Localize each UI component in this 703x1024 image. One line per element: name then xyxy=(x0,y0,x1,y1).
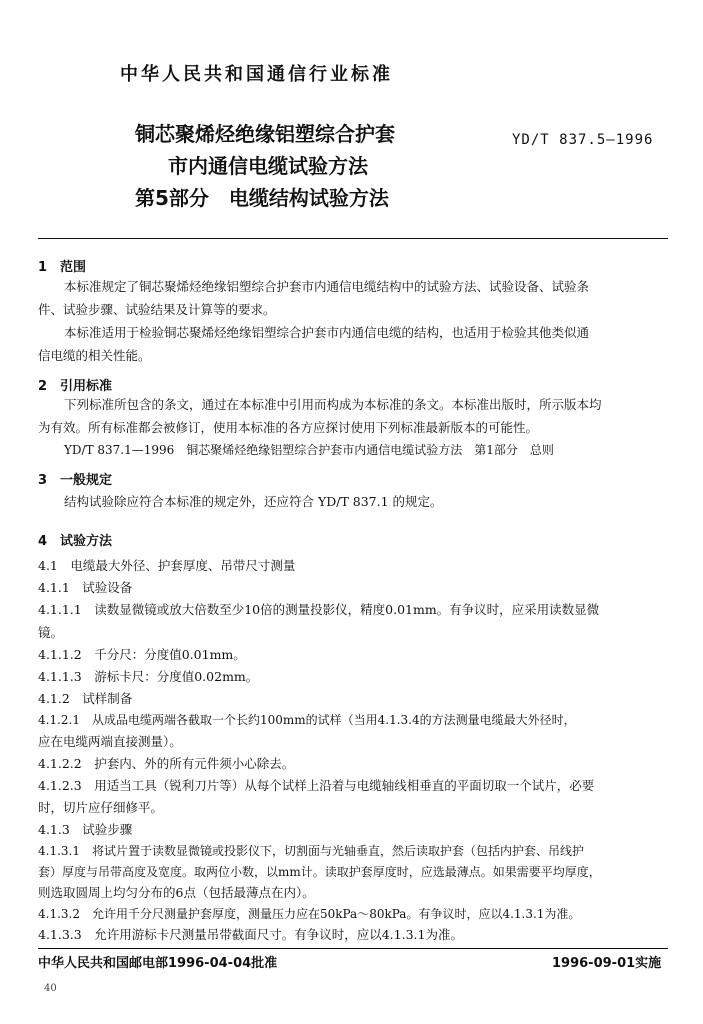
footer-rule xyxy=(38,948,668,949)
clause-4-1-1-2: 4.1.1.2 千分尺：分度值0.01mm。 xyxy=(38,647,246,662)
footer-implementation-date: 1996-09-01实施 xyxy=(552,956,662,971)
s2-paragraph-1b: 为有效。所有标准都会被修订，使用本标准的各方应探讨使用下列标准最新版本的可能性。 xyxy=(38,420,539,435)
clause-4-1-2-1b: 应在电缆两端直接测量）。 xyxy=(38,734,182,749)
s1-paragraph-1b: 件、试验步骤、试验结果及计算等的要求。 xyxy=(38,302,276,317)
clause-4-1-3-1b: 套）厚度与吊带高度及宽度。取两位小数，以mm计。读取护套厚度时，应选最薄点。如果需要平均厚度， xyxy=(38,865,601,879)
section-4-heading: 4 试验方法 xyxy=(38,534,113,549)
org-header: 中华人民共和国通信行业标准 xyxy=(120,64,393,85)
clause-4-1-2-1a: 4.1.2.1 从成品电缆两端各截取一个长约100mm的试样（当用4.1.3.4的方法测量电缆最大外径时， xyxy=(38,713,576,727)
clause-4-1-3-2: 4.1.3.2 允许用千分尺测量护套厚度，测量压力应在50kPa～80kPa。有争议时，应以4.1.3.1为准。 xyxy=(38,907,581,921)
section-1-heading: 1 范围 xyxy=(38,260,87,275)
footer-issuer: 中华人民共和国邮电部1996-04-04批准 xyxy=(38,956,278,971)
title-line-1: 铜芯聚烯烃绝缘铝塑综合护套 xyxy=(135,122,395,146)
s1-paragraph-1a: 本标准规定了铜芯聚烯烃绝缘铝塑综合护套市内通信电缆结构中的试验方法、试验设备、试验条 xyxy=(64,279,590,294)
header-rule xyxy=(38,238,668,239)
title-line-2: 市内通信电缆试验方法 xyxy=(168,154,368,178)
s3-paragraph-1: 结构试验除应符合本标准的规定外，还应符合 YD/T 837.1 的规定。 xyxy=(64,494,443,509)
clause-4-1-1-3: 4.1.1.3 游标卡尺：分度值0.02mm。 xyxy=(38,669,259,684)
s1-paragraph-2b: 信电缆的相关性能。 xyxy=(38,348,151,363)
section-3-heading: 3 一般规定 xyxy=(38,473,113,488)
standard-number: YD/T 837.5—1996 xyxy=(512,132,654,148)
s2-paragraph-1a: 下列标准所包含的条文，通过在本标准中引用而构成为本标准的条文。本标准出版时，所示版本均 xyxy=(64,397,602,412)
clause-4-1-1: 4.1.1 试验设备 xyxy=(38,580,133,595)
title-line-3: 第5部分 电缆结构试验方法 xyxy=(135,186,389,210)
clause-4-1-2-3b: 时，切片应仔细修平。 xyxy=(38,800,164,815)
clause-4-1-2: 4.1.2 试样制备 xyxy=(38,691,133,706)
clause-4-1-2-2: 4.1.2.2 护套内、外的所有元件须小心除去。 xyxy=(38,756,295,771)
page-number: 40 xyxy=(44,983,57,994)
clause-4-1-3-3: 4.1.3.3 允许用游标卡尺测量吊带截面尺寸。有争议时，应以4.1.3.1为准。 xyxy=(38,927,463,942)
clause-4-1-3-1a: 4.1.3.1 将试片置于读数显微镜或投影仪下，切割面与光轴垂直，然后读取护套（包括内护套、吊线护 xyxy=(38,844,584,858)
clause-4-1-2-3a: 4.1.2.3 用适当工具（锐利刀片等）从每个试样上沿着与电缆轴线相垂直的平面切取一个试片，必要 xyxy=(38,778,595,793)
s1-paragraph-2a: 本标准适用于检验铜芯聚烯烃绝缘铝塑综合护套市内通信电缆的结构，也适用于检验其他类似通 xyxy=(64,325,590,340)
clause-4-1-3: 4.1.3 试验步骤 xyxy=(38,822,133,837)
clause-4-1: 4.1 电缆最大外径、护套厚度、吊带尺寸测量 xyxy=(38,558,296,573)
clause-4-1-1-1b: 镜。 xyxy=(38,625,64,640)
clause-4-1-3-1c: 则选取圆周上均匀分布的6点（包括最薄点在内）。 xyxy=(38,885,315,900)
section-2-heading: 2 引用标准 xyxy=(38,379,113,394)
s2-reference: YD/T 837.1—1996 铜芯聚烯烃绝缘铝塑综合护套市内通信电缆试验方法 第1部分 总则 xyxy=(64,443,554,457)
clause-4-1-1-1a: 4.1.1.1 读数显微镜或放大倍数至少10倍的测量投影仪，精度0.01mm。有争议时，应采用读数显微 xyxy=(38,602,600,617)
